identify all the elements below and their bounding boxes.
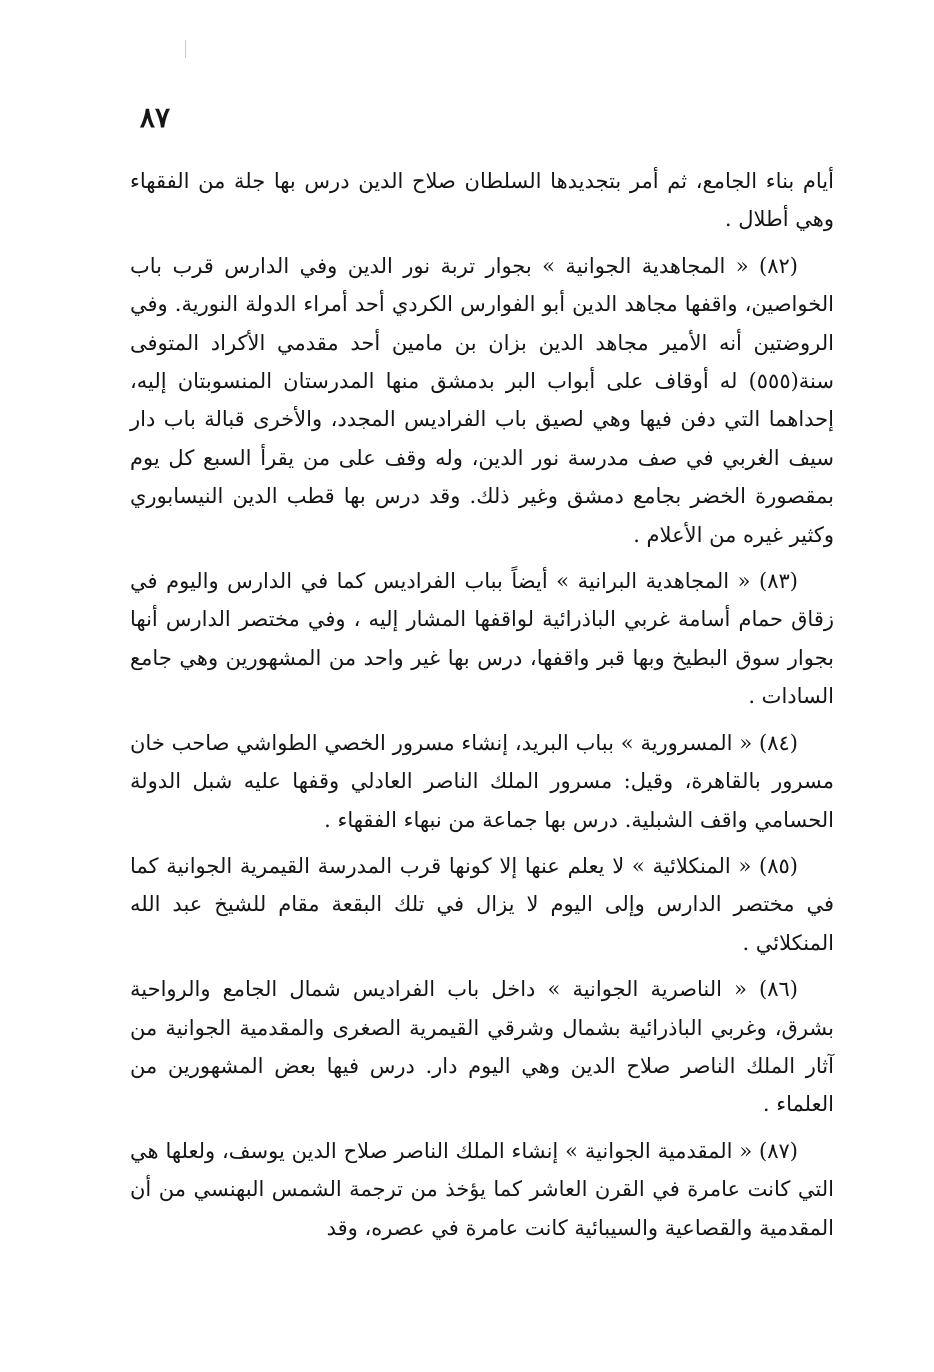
scan-mark [185,40,186,58]
page-body-text [130,162,834,1255]
entry-86-nasiriyya-juwaniyya: (٨٦) « الناصرية الجوانية » داخل باب الفراديس شمال الجامع والرواحية بشرق، وغربي الباذرائية بشمال وشرقي القيمرية الصغرى والمقدمية الجوانية من آثار الملك الناصر صلاح الدين وهي اليوم دار. درس فيها بعض المشهورين من العلماء . [130,977,834,1117]
entry-87-muqaddamiyya-juwaniyya: (٨٧) « المقدمية الجوانية » إنشاء الملك الناصر صلاح الدين يوسف، ولعلها هي التي كانت عامرة في القرن العاشر كما يؤخذ من ترجمة الشمس البهنسي من أن المقدمية والقصاعية والسيبائية كانت عامرة في عصره، وقد [130,1138,834,1240]
entry-83-mujahidiyya-baraniyya: (٨٣) « المجاهدية البرانية » أيضاً بباب الفراديس كما في الدارس واليوم في زقاق حمام أسامة غربي الباذرائية لواقفها المشار إليه ، وفي مختصر الدارس أنها بجوار سوق البطيخ وبها قبر واقفها، درس بها غير واحد من المشهورين وهي جامع السادات . [130,569,834,709]
entry-84-masruriyya: (٨٤) « المسرورية » بباب البريد، إنشاء مسرور الخصي الطواشي صاحب خان مسرور بالقاهرة، وقيل: مسرور الملك الناصر العادلي وقفها عليه شبل الدولة الحسامي واقف الشبلية. درس بها جماعة من نبهاء الفقهاء . [130,730,834,832]
entry-85-mankalaiyya: (٨٥) « المنكلائية » لا يعلم عنها إلا كونها قرب المدرسة القيمرية الجوانية كما في مختصر الدارس وإلى اليوم لا يزال في تلك البقعة مقام للشيخ عبد الله المنكلائي . [130,853,834,955]
page-number: ٨٧ [139,101,170,134]
entry-82-mujahidiyya-juwaniyya: (٨٢) « المجاهدية الجوانية » بجوار تربة نور الدين وفي الدارس قرب باب الخواصين، واقفها مجاهد الدين أبو الفوارس الكردي أحد أمراء الدولة النورية. وفي الروضتين أنه الأمير مجاهد الدين بزان بن مامين أحد مقدمي الأكراد المتوفى سنة(٥٥٥) له أوقاف على أبواب البر بدمشق منها المدرستان المنسوبتان إليه، إحداهما التي دفن فيها وهي لصيق باب الفراديس المجدد، والأخرى قبالة باب دار سيف الغربي في صف مدرسة نور الدين، وله وقف على من يقرأ السبع كل يوم بمقصورة الخضر بجامع دمشق وغير ذلك. وقد درس بها قطب الدين النيسابوري وكثير غيره من الأعلام . [130,253,834,547]
paragraph-continuation: أيام بناء الجامع، ثم أمر بتجديدها السلطان صلاح الدين درس بها جلة من الفقهاء وهي أطلال . [130,169,834,232]
